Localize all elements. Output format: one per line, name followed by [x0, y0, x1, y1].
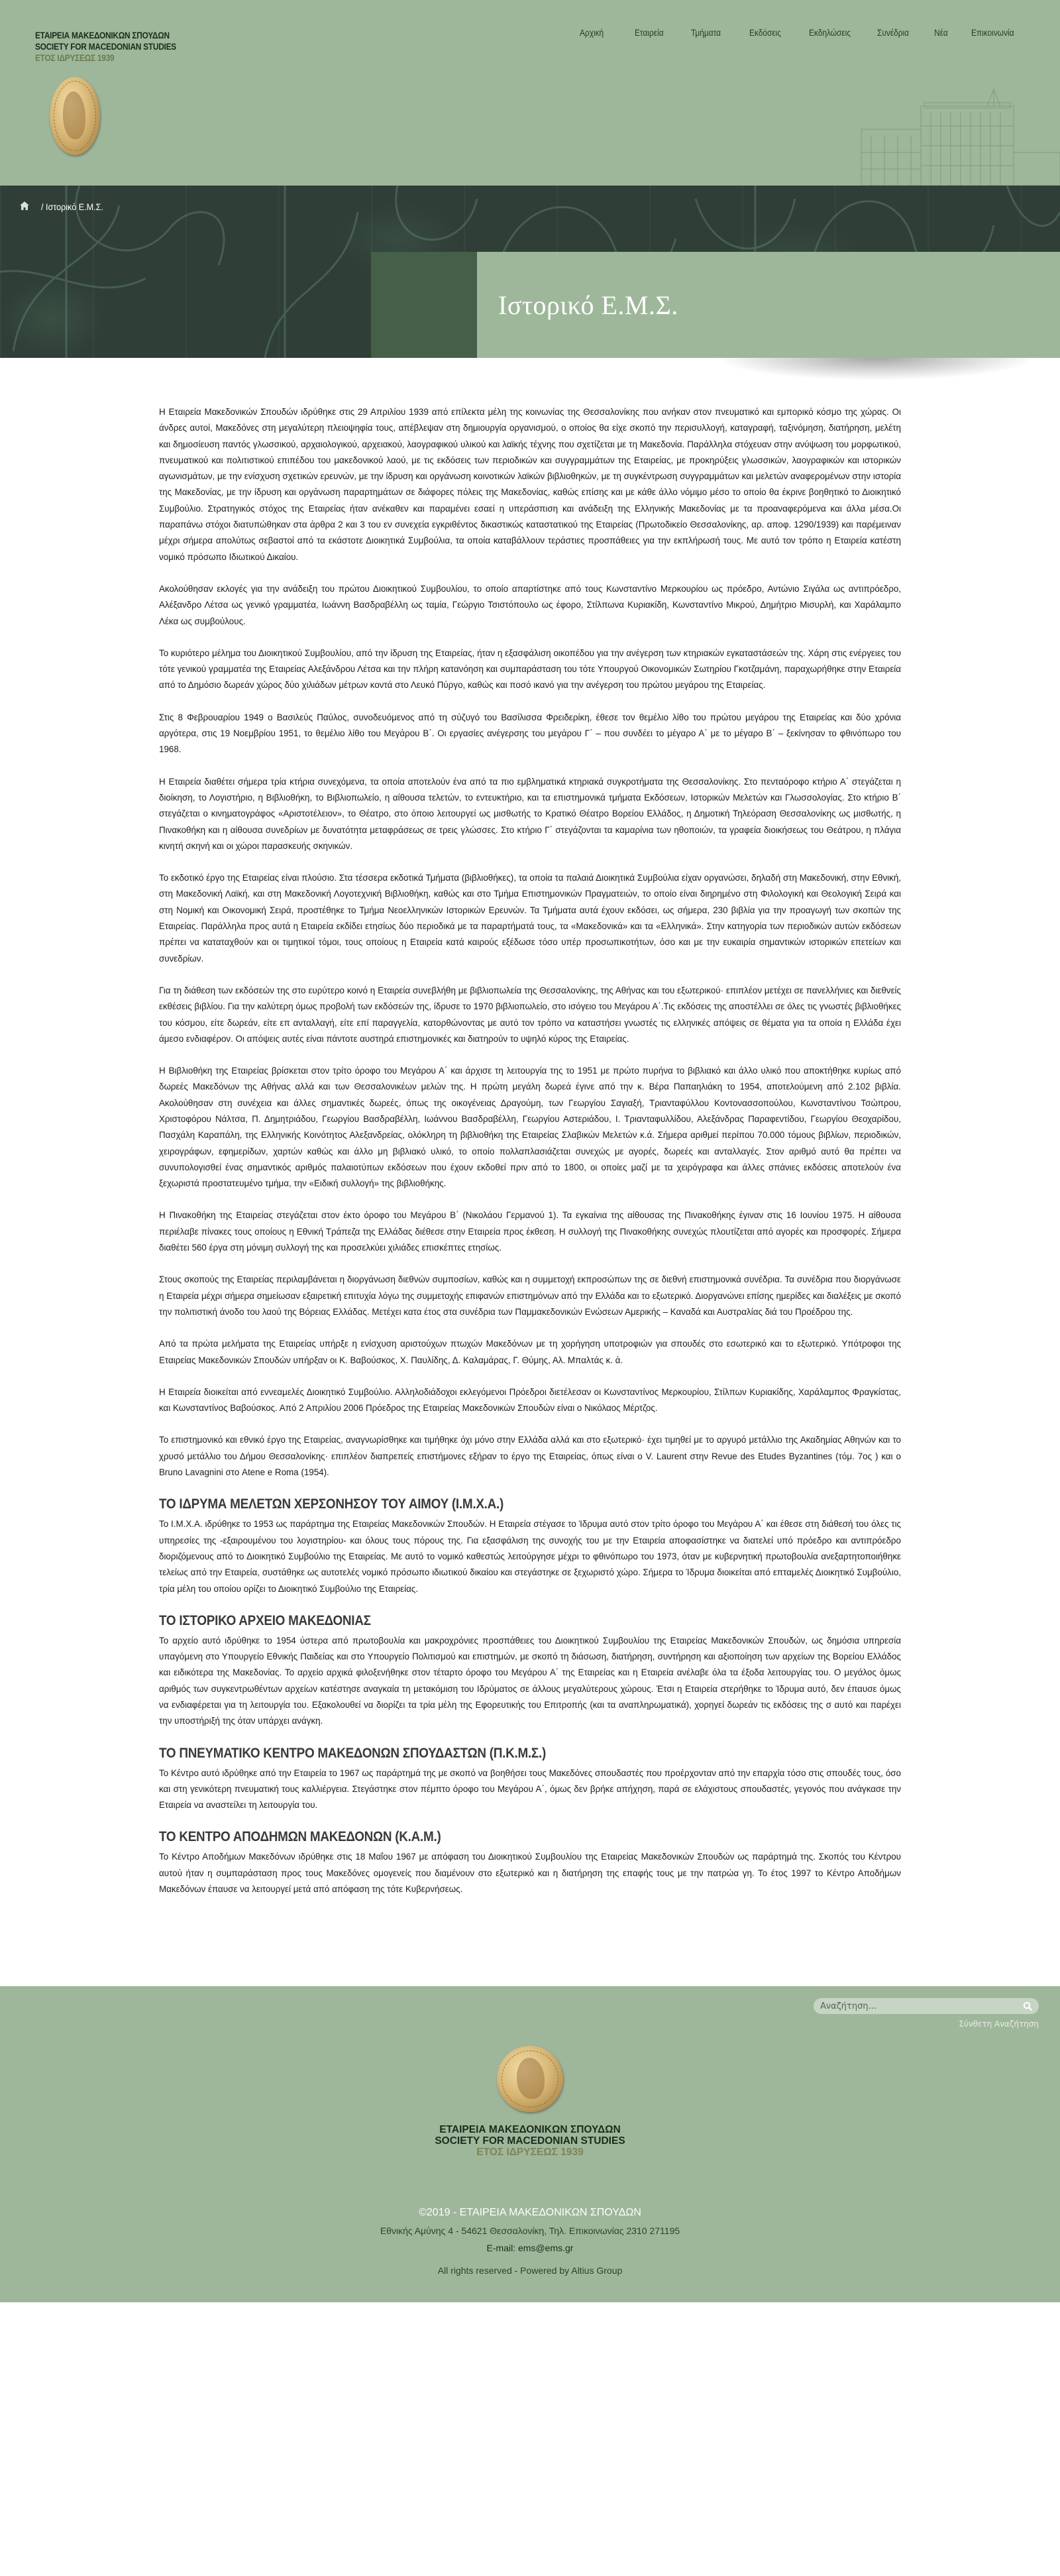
breadcrumb [20, 201, 110, 212]
footer-brand-founded-year: ΕΤΟΣ ΙΔΡΥΣΕΩΣ 1939 [476, 2147, 584, 2158]
brand-name-english: SOCIETY FOR MACEDONIAN STUDIES [35, 41, 176, 52]
footer-info [0, 2207, 1060, 2276]
history-paragraph: Στους σκοπούς της Εταιρείας περιλαμβάνεται η διοργάνωση διεθνών συμποσίων, καθώς και η συμμετοχή εκπροσώπων της σε διεθνή επιστημονικά συνέδρια. Τα συνέδρια που διοργάνωσε η Εταιρεία μέχρι σήμερα σημείωσαν εξαιρετική επιτυχία λόγω της συμμετοχής επιφανών επιστημόνων από την Ελλάδα και το εξωτερικό. Διοργανώνει επίσης ημερίδες και διαλέξεις με σκοπό την πολιτιστική άνοδο του λαού της Βόρειας Ελλάδας. Μετέχει κατα έτος στα συνέδρια των Παμμακεδονικών Ενώσεων Αμερικής – Καναδά και Αυστραλίας διά του Προέδρου της. [159, 1274, 901, 1317]
section-heading: ΤΟ ΙΣΤΟΡΙΚΟ ΑΡΧΕΙΟ ΜΑΚΕΔΟΝΙΑΣ [159, 1612, 371, 1628]
history-paragraph: Για τη διάθεση των εκδόσεών της στο ευρύτερο κοινό η Εταιρεία συνεβλήθη με βιβλιοπωλεία της Θεσσαλονίκης, της Αθήνας και του εξωτερικού· επιπλέον μετέχει σε πανελλήνιες και διεθνείς εκθέσεις βιβλίου. Για την καλύτερη όμως προβολή των εκδόσεών της, ίδρυσε το 1970 βιβλιοπωλείο, στο ισόγειο του Μεγάρου Α΄.Τις εκδόσεις της αποστέλλει σε όλες τις γνωστές βιβλιοθήκες του κόσμου, είτε δωρεάν, είτε επ ανταλλαγή, είτε επί παραγγελία, κατορθώνοντας με αυτό τον τρόπο να καταστήσει γνωστές τις ελληνικές απόψεις σε θέματα για τα οποία η Ελλάδα έχει άμεσο ενδιαφέρον. Οι απόψεις αυτές είναι πάντοτε αυστηρά επιστημονικές και διατηρούν το υψηλό κύρος της Εταιρείας. [159, 985, 901, 1044]
building-illustration-icon [822, 80, 1060, 186]
search-input[interactable] [820, 2001, 1023, 2011]
address-text: Εθνικής Αμύνης 4 - 54621 Θεσσαλονίκη, Τηλ. Επικοινωνίας 2310 271195 [380, 2225, 680, 2237]
copyright-text: ©2019 - ΕΤΑΙΡΕΙΑ ΜΑΚΕΔΟΝΙΚΩΝ ΣΠΟΥΔΩΝ [419, 2207, 641, 2219]
section-paragraph: Το Κέντρο Αποδήμων Μακεδόνων ιδρύθηκε στις 18 Μαΐου 1967 με απόφαση του Διοικητικού Συμβουλίου της Εταιρείας Μακεδονικών Σπουδών ως παράρτημά της. Σκοπός του Κέντρου αυτού ήταν η συμπαράσταση προς τους Μακεδόνες ομογενείς που διαμένουν στο εξωτερικό και η διατήρηση της επαφής τους με την πατρώα γη. Το έτος 1997 το Κέντρο Αποδήμων Μακεδόνων έπαυσε να λειτουργεί μετά από απόφαση της τότε Κυβερνήσεως. [159, 1852, 901, 1895]
search-box [814, 1998, 1039, 2014]
email-link[interactable]: ems@ems.gr [518, 2243, 574, 2254]
nav-item-home[interactable]: Αρχική [580, 27, 604, 38]
medal-logo-icon[interactable] [50, 77, 100, 155]
nav-item-departments[interactable]: Τμήματα [691, 27, 721, 38]
history-paragraph: Η Εταιρεία διαθέτει σήμερα τρία κτήρια συνεχόμενα, τα οποία αποτελούν ένα από τα πιο εμβληματικά κτηριακά συγκροτήματα της Θεσσαλονίκης. Στο πενταόροφο κτήριο Α΄ στεγάζεται η διοίκηση, το Λογιστήριο, η Βιβλιοθήκη, το Βιβλιοπωλείο, η αίθουσα τελετών, το εντευκτήριο, και τα επιστημονικά τμήματα Εκδόσεων, Ιστορικών Μελετών και Γλωσσολογίας. Στο κτήριο Β΄ στεγάζεται ο κινηματογράφος «Αριστοτέλειον», το Θέατρο, στο όποιο λειτουργεί ως μισθωτής το Κρατικό Θέατρο Βορείου Ελλάδος, η Δημοτική Τηλεόραση Θεσσαλονίκης ως μισθωτής, η Πινακοθήκη και η αίθουσα συνεδρίων με δυνατότητα μεταφράσεως σε τρεις γλώσσες. Στο κτήριο Γ΄ στεγάζονται τα καμαρίνια των ηθοποιών, τα γραφεία διοικήσεως του Θεάτρου, η πλάγια κινητή σκηνή και οι χώροι παρασκευής σκηνικών. [159, 776, 901, 851]
history-paragraph: Από τα πρώτα μελήματα της Εταιρείας υπήρξε η ενίσχυση αριστούχων πτωχών Μακεδόνων με τη χορήγηση υποτροφιών για σπουδές στο εσωτερικό και το εξωτερικό. Υπότροφοι της Εταιρείας Μακεδονικών Σπουδών υπήρξαν οι Κ. Βαβούσκος, Χ. Παυλίδης, Δ. Καλαμάρας, Γ. Θύμης, Αλ. Μπαλτάς κ. ά. [159, 1339, 901, 1365]
nav-item-conferences[interactable]: Συνέδρια [877, 27, 910, 38]
section-paragraph: Το αρχείο αυτό ιδρύθηκε το 1954 ύστερα από πρωτοβουλία και μακροχρόνιες προσπάθειες του Διοικητικού Συμβουλίου της Εταιρείας Μακεδονικών Σπουδών, ως δημόσια υπηρεσία υπαγόμενη στο Υπουργείο Εθνικής Παιδείας και στο Υπουργείο Πολιτισμού και επιστημών, με σκοπό τη διάσωση, διατήρηση, συντήρηση και αξιοποίηση των αρχείων της Βορείου Ελλάδος και ειδικότερα της Μακεδονίας. Το αρχείο αρχικά φιλοξενήθηκε στον τέταρτο όροφο του Μεγάρου Α΄ της Εταιρείας και η Εταιρεία ανέλαβε όλα τα έξοδα λειτουργίας του. Ο μεγάλος όμως αριθμός των συγκεντρωθέντων αρχείων κατέστησε αναγκαία τη μετακόμιση του Ιδρύματος σε άλλους μεγαλύτερους χώρους. Έτσι η Εταιρεία στερήθηκε το Ίδρυμα αυτό, δεν έπαυσε όμως να ενδιαφέρεται για τη λειτουργία του. Εξακολουθεί να διορίζει τα τρία μέλη της Εφορευτικής του Επιτροπής (και τα αναπληρωματικά), χορηγεί δωρεάν τις εκδόσεις της σ αυτό και παρέχει την υποστήριξή της όταν υπάρχει ανάγκη. [159, 1635, 901, 1726]
history-paragraph: Ακολούθησαν εκλογές για την ανάδειξη του πρώτου Διοικητικού Συμβουλίου, το οποίο απαρτίστηκε από τους Κωνσταντίνο Μερκουρίου ως πρόεδρο, Αντώνιο Σιγάλα ως αντιπρόεδρο, Αλέξανδρο Λέτσα ως γενικό γραμματέα, Ιωάννη Βασδραβέλλη ως ταμία, Γεώργιο Τσιστόπουλο ως έφορο, Στίλπωνα Κυριακίδη, Κωνσταντίνο Μικρού, Δημήτριο Μισυρλή, και Χαράλαμπο Λέκα ως συμβούλους. [159, 583, 901, 626]
banner-shadow [0, 358, 1060, 404]
section-historical-archive [159, 1613, 901, 1730]
section-heading: ΤΟ ΠΝΕΥΜΑΤΙΚΟ ΚΕΝΤΡΟ ΜΑΚΕΔΟΝΩΝ ΣΠΟΥΔΑΣΤΩΝ (Π.Κ.Μ.Σ.) [159, 1745, 546, 1761]
page-banner [0, 186, 1060, 358]
nav-item-publications[interactable]: Εκδόσεις [749, 27, 782, 38]
section-imxa [159, 1496, 901, 1596]
brand-founded-year: ΕΤΟΣ ΙΔΡΥΣΕΩΣ 1939 [35, 52, 115, 63]
section-kam [159, 1829, 901, 1897]
history-paragraph: Το επιστημονικό και εθνικό έργο της Εταιρείας, αναγνωρίσθηκε και τιμήθηκε όχι μόνο στην Ελλάδα αλλά και στο εξωτερικό· έχει τιμηθεί με το αργυρό μετάλλιο της Ακαδημίας Αθηνών και το χρυσό μετάλλιο του Δήμου Θεσσαλονίκης· επιπλέον διαπρεπείς επιστήμονες εξήραν το έργο της Εταιρείας, όπως είναι ο V. Laurent στην Revue des Etudes Byzantines (τόμ. 7ος ) και ο Bruno Lavagnini στο Atene e Roma (1954). [159, 1435, 901, 1478]
history-paragraph: Στις 8 Φεβρουαρίου 1949 ο Βασιλεύς Παύλος, συνοδευόμενος από τη σύζυγό του Βασίλισσα Φρειδερίκη, έθεσε τον θεμέλιο λίθο του πρώτου μεγάρου της Εταιρείας και δύο χρόνια αργότερα, στις 19 Νοεμβρίου 1951, το θεμέλιο λίθο του Μεγάρου Β΄. Οι εργασίες ανέγερσης του μεγάρου Γ΄ – που συνδέει το μέγαρο Α΄ με το μέγαρο Β΄ – ξεκίνησαν το φθινόπωρο του 1968. [159, 712, 901, 755]
section-paragraph: Το Κέντρο αυτό ιδρύθηκε από την Εταιρεία το 1967 ως παράρτημά της με σκοπό να βοηθήσει τους Μακεδόνες σπουδαστές που προέρχονταν από την επαρχία τόσο στις σπουδές τους, όσο και στη γενικότερη πνευματική τους καλλιέργεια. Στεγάστηκε στον πέμπτο όροφο του Μεγάρου Α΄, όμως δεν βρήκε απήχηση, παρά σε ελάχιστους σπουδαστές, γεγονός που ανάγκασε την Εταιρεία να αναστείλει τη λειτουργία του. [159, 1767, 901, 1811]
nav-item-contact[interactable]: Επικοινωνία [971, 27, 1014, 38]
history-paragraph: Η Εταιρεία Μακεδονικών Σπουδών ιδρύθηκε στις 29 Απριλίου 1939 από επίλεκτα μέλη της κοινωνίας της Θεσσαλονίκης που ανήκαν στον πνευματικό και εμπορικό κόσμο της χώρας. Οι άνδρες αυτοί, Μακεδόνες στη μεγαλύτερη πλειοψηφία τους, απέβλεψαν στη δημιουργία οργανισμού, ο οποίος θα είχε σκοπό την περισυλλογή, καταγραφή, ταξινόμηση, διατήρηση, μελέτη και δημοσίευση παντός γλωσσικού, αρχαιολογικού, αρχειακού, λαογραφικού υλικού και λαϊκής τέχνης που σχετίζεται με τη Μακεδονία. Παράλληλα στόχευαν στην ανύψωση του μορφωτικού, πνευματικού και πολιτιστικού επιπέδου του μακεδονικού λαού, με τις εκδόσεις των περιοδικών και συγγραμμάτων της Εταιρείας, με προκηρύξεις γλωσσικών, λαογραφικών και ιστορικών αγωνισμάτων, με την ενίσχυση σχετικών ερευνών, με την ίδρυση και οργάνωση κοινοτικών λαϊκών βιβλιοθηκών, με τη συγκέντρωση συγγραμμάτων και μελετών αναφερομένων στην ιστορία της Μακεδονίας, με την ίδρυση και οργάνωση παραρτημάτων σε διάφορες πόλεις της Μακεδονίας, καθώς επίσης και με κάθε άλλο νόμιμο μέσο το οποίο θα έκρινε βοηθητικό το Διοικητικό Συμβούλιο. Στρατηγικός στόχος της Εταιρείας ήταν ανέκαθεν και παραμένει εσαεί η υπεράσπιση και ανάδειξη της Ελληνικής Μακεδονίας με τα προαναφερόμενα και άλλα μέσα.Οι παραπάνω στόχοι διατυπώθηκαν στα άρθρα 2 και 3 του εν συνεχεία εγκριθέντος δικαστικώς καταστατικού της Εταιρείας (Πρωτοδικείο Θεσσαλονίκης, αρ. αποφ. 1290/1939) και παρέμειναν μέχρι σήμερα απολύτως σεβαστοί από τα εκάστοτε Διοικητικά Συμβούλια, τα οποία καταβάλλουν τεράστιες προσπάθειες για την εκπλήρωσή τους. Με αυτό τον τρόπο η Εταιρεία κατέστη νομικό πρόσωπο Ιδιωτικού Δικαίου. [159, 407, 901, 562]
footer-search [814, 1998, 1039, 2029]
section-pkms [159, 1746, 901, 1814]
title-block [477, 252, 1060, 358]
brand-name-greek: ΕΤΑΙΡΕΙΑ ΜΑΚΕΔΟΝΙΚΩΝ ΣΠΟΥΔΩΝ [35, 30, 170, 40]
history-paragraph: Η Εταιρεία διοικείται από εννεαμελές Διοικητικό Συμβούλιο. Αλληλοδιάδοχοι εκλεγόμενοι Πρόεδροι διετέλεσαν οι Κωνσταντίνος Μερκουρίου, Στίλπων Κυριακίδης, Χαράλαμπος Φραγκίστας, και Κωνσταντίνος Βαβούσκος. Από 2 Απριλίου 2006 Πρόεδρος της Εταιρείας Μακεδονικών Σπουδών είναι ο Νικόλαος Μέρτζος. [159, 1386, 901, 1414]
nav-item-events[interactable]: Εκδηλώσεις [809, 27, 851, 38]
page-title: Ιστορικό Ε.Μ.Σ. [498, 290, 678, 320]
site-logo-link[interactable] [35, 30, 201, 64]
history-paragraph: Το εκδοτικό έργο της Εταιρείας είναι πλούσιο. Στα τέσσερα εκδοτικά Τμήματα (βιβλιοθήκες), τα οποία τα παλαιά Διοικητικά Συμβούλια είχαν οργανώσει, δηλαδή στη Μακεδονική, στην Εθνική, στη Μακεδονική Λαϊκή, και στη Μακεδονική Λογοτεχνική Βιβλιοθήκη, καθώς και στο Τμήμα Επιστημονικών Πραγματειών, το οποίο είναι διηρημένο στη Φιλολογική και Θεολογική Σειρά και στη Νομική και Οικονομική Σειρά, προστέθηκε το Τμήμα Νεοελληνικών Ιστορικών Ερευνών. Τα Τμήματα αυτά έχουν εκδόσει, ως σήμερα, 230 βιβλία για την προαγωγή των σκοπών της Εταιρείας. Παράλληλα προς αυτά η Εταιρεία εκδίδει ετησίως δύο περιοδικά με τα παραρτήματά τους, τα «Μακεδονικά» και τα «Ελληνικά». Στην κατηγορία των περιοδικών αυτών εκδόσεων πρέπει να καταταχθούν και οι τιμητικοί τόμοι, τους οποίους η Εταιρεία κατά καιρούς εξέδωσε τόσο υπέρ προσωπικοτήτων, όσο και με την ευκαιρία σημαντικών ιστορικών επετείων και συνεδρίων. [159, 873, 901, 964]
email-label: E-mail: [486, 2243, 518, 2254]
powered-by-text: All rights reserved - Powered by Altius Group [437, 2265, 623, 2276]
section-paragraph: Το Ι.Μ.Χ.Α. ιδρύθηκε το 1953 ως παράρτημα της Εταιρείας Μακεδονικών Σπουδών. Η Εταιρεία στέγασε το Ίδρυμα αυτό στον τρίτο όροφο του Μεγάρου Α΄ και έθεσε στη διάθεσή του όλες τις υπηρεσίες της -εξαιρουμένου του λογιστηρίου- και όλους τους πόρους της. Για εξασφάλιση της συνοχής του με την Εταιρεία αποφασίστηκε να διατελεί υπό πρόεδρο και αντιπρόεδρο διοριζόμενους από το Διοικητικό Συμβούλιο της Εταιρείας. Με αυτό το νομικό καθεστώς λειτούργησε μέχρι το φθινόπωρο του 1973, όταν με κυβερνητική πρωτοβουλία ανεξαρτητοποιήθηκε τελείως από την Εταιρεία, συστάθηκε ως αυτοτελές νομικό πρόσωπο ιδιωτικού δικαίου και στεγάστηκε σε ξεχωριστό χώρο. Σήμερα το Ίδρυμα διοικείται από επταμελές Διοικητικό Συμβούλιο, τρία μέλη του οποίου ορίζει το Διοικητικό Συμβούλιο της Εταιρείας. [159, 1519, 901, 1594]
main-nav [580, 27, 1022, 38]
history-paragraph: Η Βιβλιοθήκη της Εταιρείας βρίσκεται στον τρίτο όροφο του Μεγάρου Α΄ και άρχισε τη λειτουργία της το 1951 με πρώτο πυρήνα το βιβλιακό και άλλο υλικό που αποκτήθηκε κυρίως από δωρεές Μακεδόνων της Αθήνας αλλά και των Θεσσαλονικέων μελών της. Η πρώτη μεγάλη δωρεά έγινε από την κ. Βέρα Παπαηλιάκη το 1954, αποτελούμενη από 2.102 βιβλία. Ακολούθησαν στη συνέχεια και άλλες σημαντικές δωρεές, όπως της οικογένειας Δραγούμη, των Γεωργίου Σαγιαξή, Τριανταφύλλου Κοντονασσοπούλου, Κωνσταντίνου Τσώπρου, Χριστοφόρου Νάλτσα, Π. Δημητριάδου, Γεωργίου Βασδραβέλλη, Ιωάννου Βασδραβέλλη, Γεωργίου Αστεριάδου, Ι. Τριανταφυλλίδου, Αλεξάνδρας Παραφεντίδου, Γεωργίου Θεοχαρίδου, Πασχάλη Καραπάλη, της Ελληνικής Κοινότητος Αλεξανδρείας, ολόκληρη τη βιβλιοθήκη της Εταιρείας Σλαβικών Μελετών κ.ά. Σήμερα αριθμεί περίπου 70.000 τόμους βιβλίων, περιοδικών, χειρογράφων, εφημερίδων, χαρτών καθώς και άλλο μη βιβλιακό υλικό, το οποίο πολλαπλασιάζεται συνεχώς με αγορές, δωρεές και ανταλλαγές. Στον αριθμό αυτό θα πρέπει να συνυπολογισθεί ένας σημαντικός αριθμός παλαιοτύπων εκδόσεων που έχουν εκδοθεί πριν από το 1800, οι οποίες μαζί με τα χειρόγραφα και άλλες σπάνιες εκδόσεις αποτελούν ένα ξεχωριστά προστατευμένο τμήμα, την «Ειδική συλλογή» της βιβλιοθήκης. [159, 1066, 901, 1189]
content-spacer [159, 1913, 901, 1986]
search-icon[interactable] [1023, 2001, 1032, 2011]
advanced-search-link[interactable]: Σύνθετη Αναζήτηση [959, 2019, 1039, 2029]
breadcrumb-home-link[interactable] [20, 201, 29, 212]
section-heading: ΤΟ ΚΕΝΤΡΟ ΑΠΟΔΗΜΩΝ ΜΑΚΕΔΟΝΩΝ (Κ.Α.Μ.) [159, 1829, 441, 1845]
site-footer [0, 1986, 1060, 2302]
nav-item-news[interactable]: Νέα [934, 27, 948, 38]
email-line [0, 2243, 1060, 2253]
footer-medal-logo-icon [497, 2046, 563, 2112]
title-accent-block [371, 252, 477, 358]
breadcrumb-current: / Ιστορικό Ε.Μ.Σ. [41, 201, 103, 212]
footer-brand-name-greek: ΕΤΑΙΡΕΙΑ ΜΑΚΕΔΟΝΙΚΩΝ ΣΠΟΥΔΩΝ [439, 2124, 621, 2136]
home-icon [20, 201, 29, 210]
nav-item-society[interactable]: Εταιρεία [635, 27, 664, 38]
history-paragraph: Το κυριότερο μέλημα του Διοικητικού Συμβουλίου, από την ίδρυση της Εταιρείας, ήταν η εξασφάλιση οικοπέδου για την ανέγερση των κτηριακών εγκαταστάσεών της. Χάρη στις ενέργειες του τότε γενικού γραμματέα της Εταιρείας Αλεξάνδρου Λέτσα και την πλήρη κατανόηση και συμπαράσταση του τότε Υπουργού Οικονομικών Σωτηρίου Γκοτζαμάνη, παραχωρήθηκε στην Εταιρεία από το Δημόσιο δωρεάν χώρος δύο χιλιάδων μέτρων κοντά στο Λευκό Πύργο, καθώς και ποσό ικανό για την ανέγερση του πρώτου μεγάρου της Εταιρείας. [159, 647, 901, 691]
history-paragraph: Η Πινακοθήκη της Εταιρείας στεγάζεται στον έκτο όροφο του Μεγάρου Β΄ (Νικολάου Γερμανού 1). Τα εγκαίνια της αίθουσας της Πινακοθήκης έγιναν στις 16 Ιουνίου 1975. Η αίθουσα περιέλαβε πίνακες τους οποίους η Εθνική Τράπεζα της Ελλάδας διέθεσε στην Εταιρεία προς έκθεση. Η συλλογή της Πινακοθήκης συνεχώς πλουτίζεται από αγορές και προσφορές. Σήμερα διαθέτει 560 έργα στη μόνιμη συλλογή της και προσελκύει χιλιάδες επισκέπτες ετησίως. [159, 1210, 901, 1253]
site-header [0, 0, 1060, 186]
footer-brand-name-english: SOCIETY FOR MACEDONIAN STUDIES [435, 2135, 625, 2147]
main-content [159, 404, 901, 1986]
section-heading: ΤΟ ΙΔΡΥΜΑ ΜΕΛΕΤΩΝ ΧΕΡΣΟΝΗΣΟΥ ΤΟΥ ΑΙΜΟΥ (Ι.Μ.Χ.Α.) [159, 1496, 504, 1512]
